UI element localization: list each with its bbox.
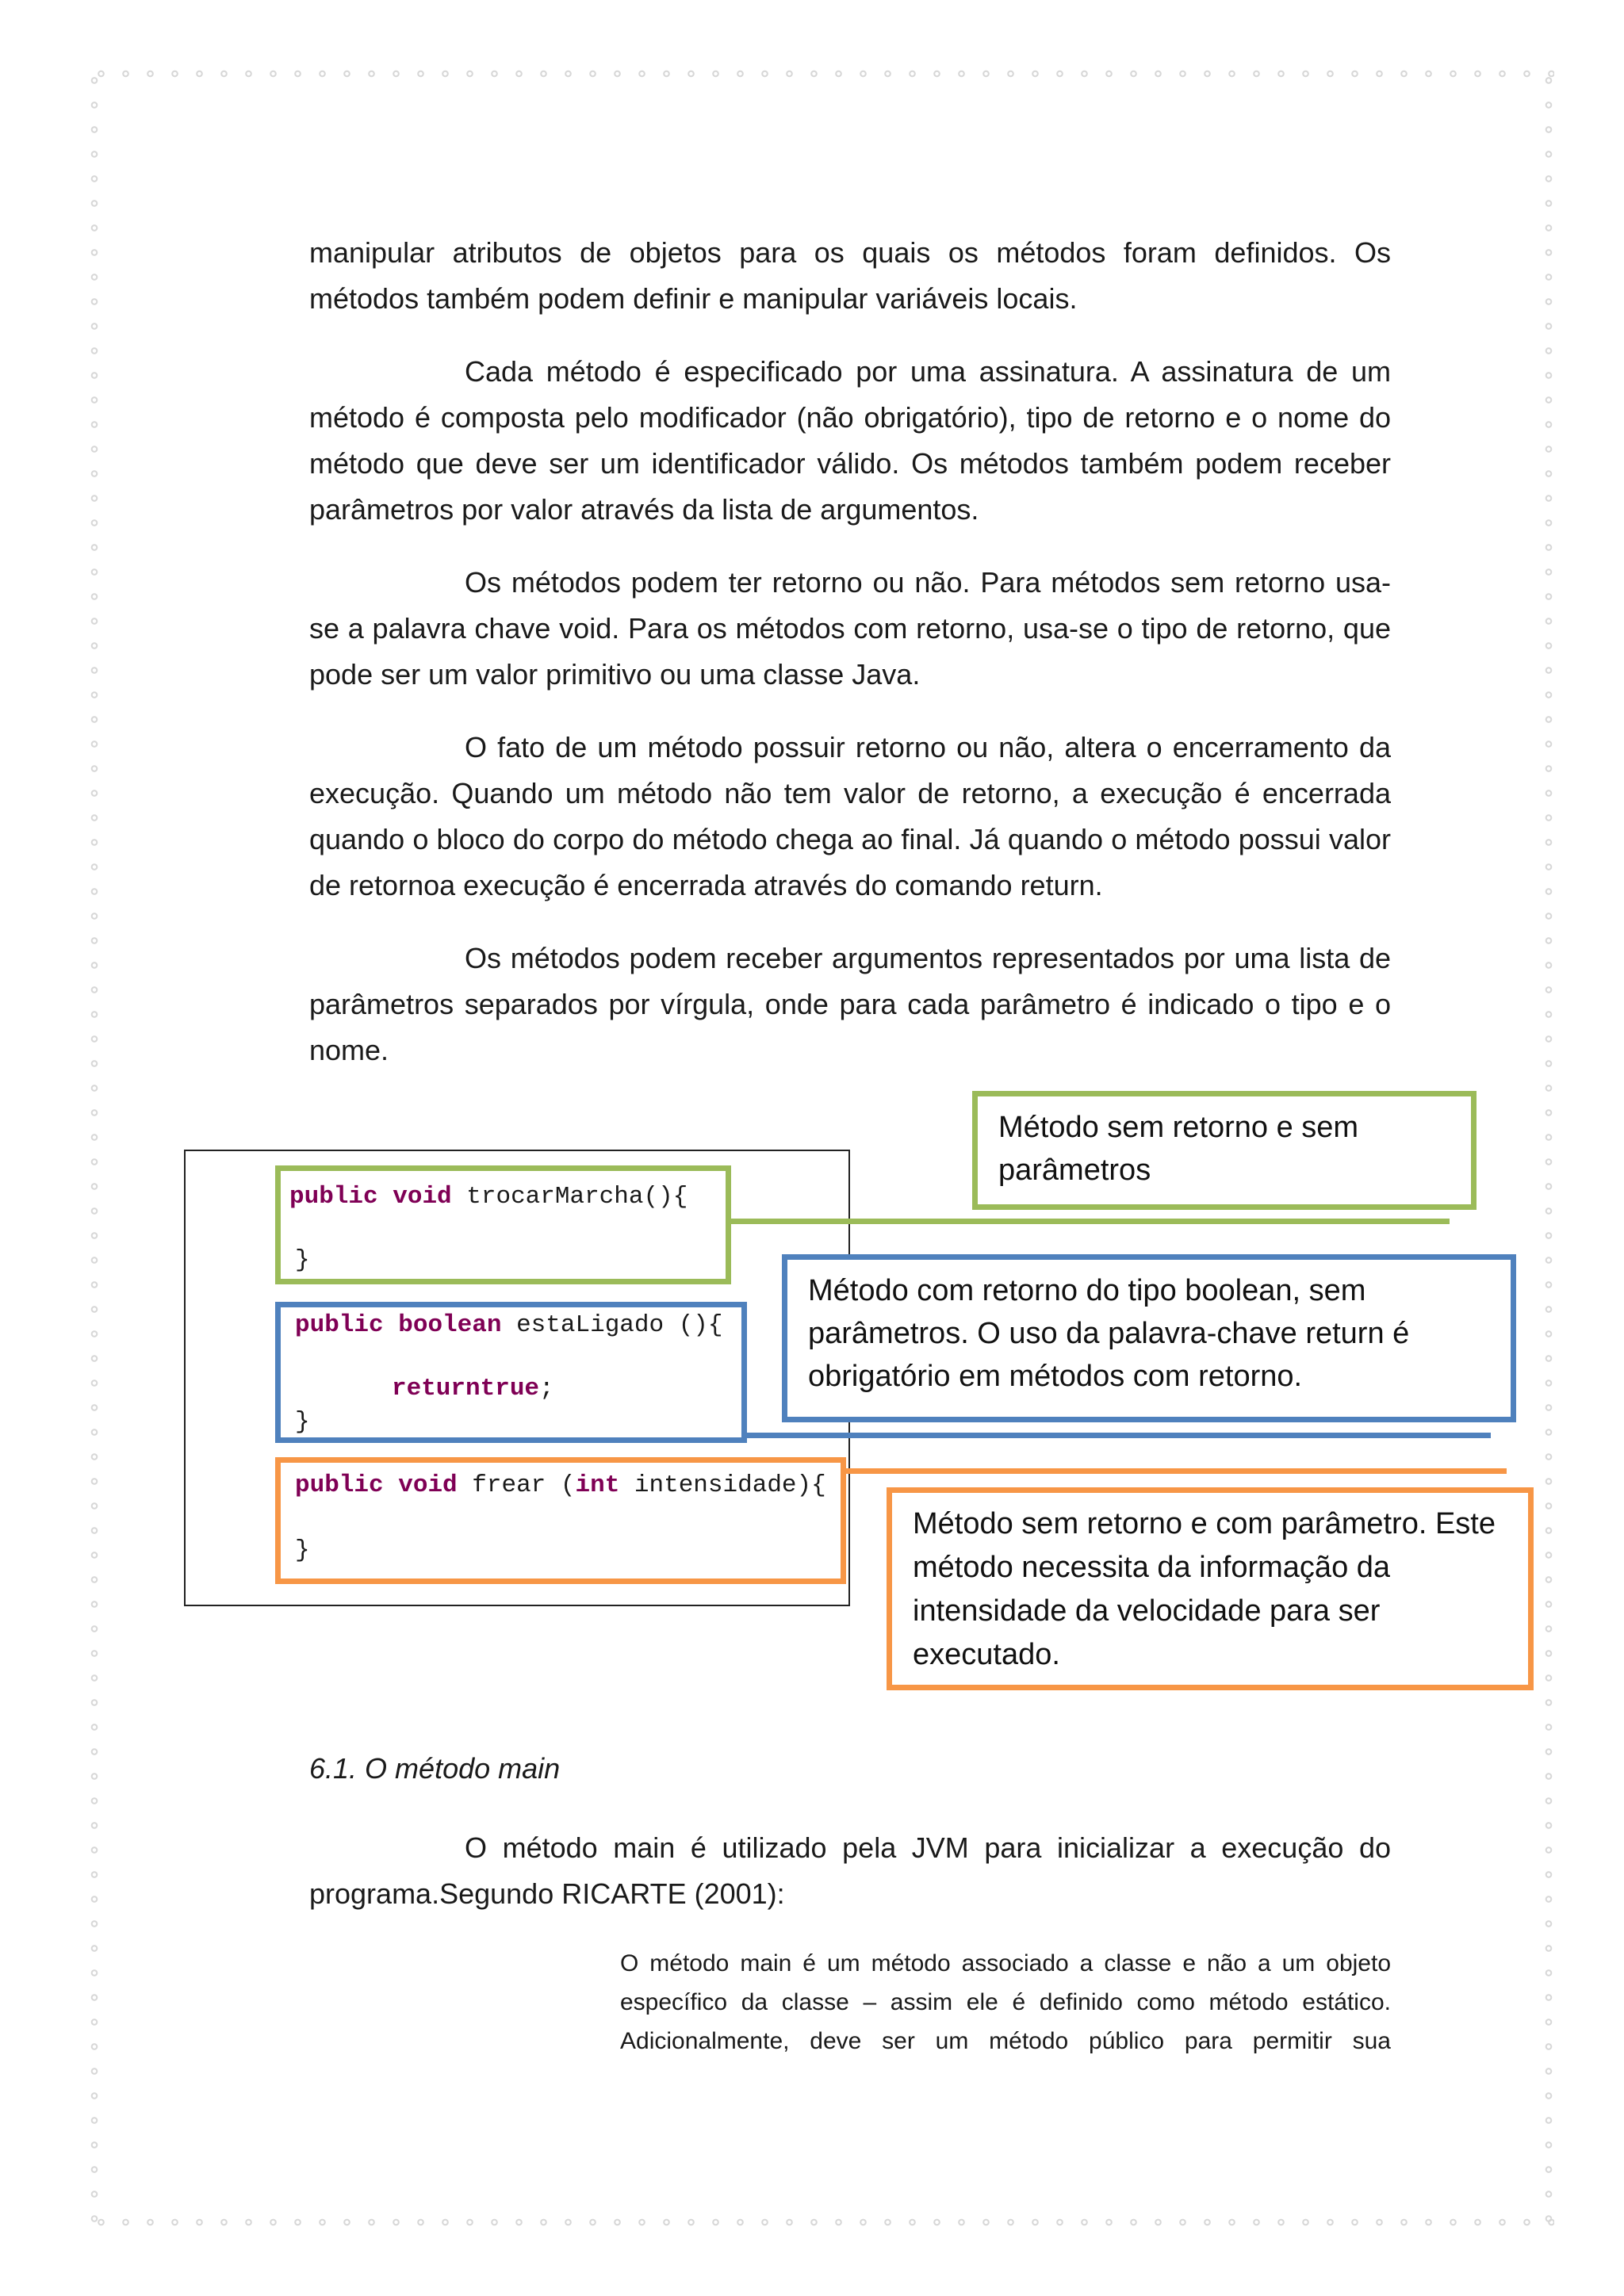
method-1-signature bbox=[289, 1183, 688, 1211]
keyword-public: public bbox=[289, 1183, 378, 1211]
method-2-signature bbox=[295, 1311, 723, 1339]
paragraph-2: Cada método é especificado por uma assinatura. A assinatura de um método é composta pelo modificador (não obrigatório), tipo de retorno e o nome do método que deve ser um identificador válido. Os métodos também podem receber parâmetros por valor através da lista de argumentos. bbox=[309, 355, 1391, 526]
page-border-top bbox=[89, 68, 1554, 79]
method-1-name: trocarMarcha(){ bbox=[451, 1183, 688, 1211]
method-3-signature bbox=[295, 1471, 826, 1499]
semicolon: ; bbox=[539, 1375, 554, 1402]
keyword-void: void bbox=[393, 1183, 452, 1211]
page-border-left bbox=[89, 68, 100, 2228]
paragraph-1: manipular atributos de objetos para os quais os métodos foram definidos. Os métodos também podem definir e manipular variáveis locais. bbox=[309, 236, 1391, 315]
keyword-int: int bbox=[575, 1471, 620, 1499]
page-border-bottom bbox=[89, 2217, 1554, 2228]
connector-orange bbox=[846, 1468, 1507, 1474]
callout-no-return-with-param: Método sem retorno e com parâmetro. Este método necessita da informação da intensidade da velocidade para ser executado. bbox=[887, 1487, 1534, 1690]
callout-boolean-return: Método com retorno do tipo boolean, sem parâmetros. O uso da palavra-chave return é obrigatório em métodos com retorno. bbox=[782, 1254, 1516, 1422]
paragraph-5: Os métodos podem receber argumentos representados por uma lista de parâmetros separados por vírgula, onde para cada parâmetro é indicado o tipo e o nome. bbox=[309, 942, 1391, 1066]
method-3-close: } bbox=[295, 1536, 310, 1564]
method-1-close: } bbox=[295, 1246, 310, 1274]
paragraph-4: O fato de um método possuir retorno ou não, altera o encerramento da execução. Quando um método não tem valor de retorno, a execução é encerrada quando o bloco do corpo do método chega ao final. Já quando o método possui valor de retornoa execução é encerrada através do comando return. bbox=[309, 731, 1391, 901]
page-border-right bbox=[1543, 68, 1554, 2228]
section-body bbox=[309, 1825, 1391, 1944]
body-text bbox=[309, 230, 1391, 1100]
citation-quote: O método main é um método associado a classe e não a um objeto específico da classe – assim ele é definido como método estático. Adicionalmente, deve ser um método público para permitir sua bbox=[620, 1950, 1391, 2054]
method-2-close: } bbox=[295, 1408, 310, 1436]
section-paragraph: O método main é utilizado pela JVM para inicializar a execução do programa.Segundo RICARTE (2001): bbox=[309, 1831, 1391, 1910]
method-3-param: intensidade){ bbox=[619, 1471, 826, 1499]
connector-blue bbox=[747, 1433, 1491, 1438]
method-3-name: frear ( bbox=[457, 1471, 576, 1499]
keyword-public: public bbox=[295, 1471, 384, 1499]
connector-green bbox=[731, 1219, 1450, 1224]
keyword-return: returntrue bbox=[392, 1375, 540, 1402]
method-2-return bbox=[392, 1375, 554, 1402]
method-2-name: estaLigado (){ bbox=[501, 1311, 723, 1339]
keyword-public: public bbox=[295, 1311, 384, 1339]
keyword-boolean: boolean bbox=[398, 1311, 502, 1339]
callout-no-return-no-params: Método sem retorno e sem parâmetros bbox=[972, 1091, 1477, 1210]
section-heading: 6.1. O método main bbox=[309, 1752, 561, 1785]
keyword-void: void bbox=[398, 1471, 458, 1499]
paragraph-3: Os métodos podem ter retorno ou não. Para métodos sem retorno usa-se a palavra chave void. Para os métodos com retorno, usa-se o tipo de retorno, que pode ser um valor primitivo ou uma classe Java. bbox=[309, 566, 1391, 691]
